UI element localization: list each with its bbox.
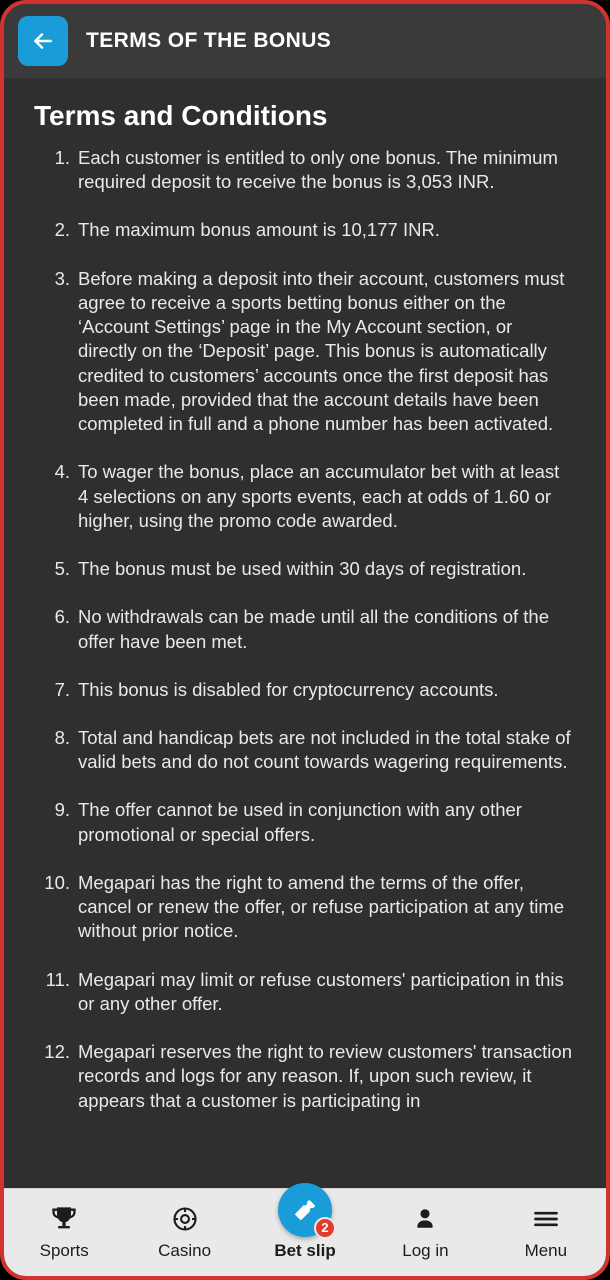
back-button[interactable] (18, 16, 68, 66)
terms-content[interactable] (4, 78, 606, 1188)
bet-slip-badge: 2 (314, 1217, 336, 1239)
list-item: To wager the bonus, place an accumulator bet with at least 4 selections on any sports events, each at odds of 1.60 or higher, using the promo code awarded. (78, 461, 560, 531)
nav-item-sports[interactable] (4, 1189, 124, 1276)
nav-item-bet-slip[interactable] (245, 1189, 365, 1276)
list-item: The offer cannot be used in conjunction with any other promotional or special offers. (78, 799, 522, 845)
arrow-left-icon (30, 28, 56, 54)
bet-slip-wrapper (274, 1205, 335, 1261)
hamburger-icon (531, 1204, 561, 1234)
nav-label: Bet slip (274, 1240, 336, 1260)
terms-heading: Terms and Conditions (34, 100, 328, 131)
nav-item-menu[interactable] (486, 1189, 606, 1276)
list-item: The maximum bonus amount is 10,177 INR. (78, 219, 440, 241)
list-item: This bonus is disabled for cryptocurrency accounts. (78, 678, 499, 700)
bottom-navigation (4, 1188, 606, 1276)
page-title: TERMS OF THE BONUS (86, 29, 332, 52)
bet-slip-icon (278, 1183, 332, 1237)
nav-label: Menu (524, 1241, 568, 1260)
list-item: Megapari has the right to amend the terms of the offer, cancel or renew the offer, or refuse participation at any time without prior notice. (78, 871, 565, 942)
app-header (4, 4, 606, 78)
list-item: The bonus must be used within 30 days of registration. (78, 558, 527, 580)
list-item: Total and handicap bets are not included in the total stake of valid bets and do not count towards wagering requirements. (78, 726, 571, 773)
user-icon (411, 1204, 439, 1234)
list-item: Megapari reserves the right to review customers' transaction records and logs for any reason. If, upon such review, it appears that a customer is participating in (78, 1041, 572, 1111)
list-item: Each customer is entitled to only one bonus. The minimum required deposit to receive the bonus is 3,053 INR. (78, 147, 558, 193)
list-item: Megapari may limit or refuse customers' participation in this or any other offer. (78, 968, 564, 1014)
trophy-icon (50, 1204, 78, 1234)
casino-chip-icon (171, 1204, 199, 1234)
nav-label: Log in (402, 1241, 449, 1260)
list-item: No withdrawals can be made until all the conditions of the offer have been met. (78, 606, 549, 652)
nav-label: Sports (39, 1241, 89, 1260)
nav-item-log-in[interactable] (365, 1189, 485, 1276)
nav-item-casino[interactable] (124, 1189, 244, 1276)
list-item: Before making a deposit into their account, customers must agree to receive a sports betting bonus either on the ‘Account Settings’ page in the My Account section, or directly on the ‘Deposit’ page. This bonus is automatically credited to customers’ accounts once the first deposit has been made, provided that the account details have been completed in full and a phone number has been activated. (78, 267, 565, 435)
terms-list (30, 146, 580, 1113)
nav-label: Casino (158, 1241, 212, 1260)
